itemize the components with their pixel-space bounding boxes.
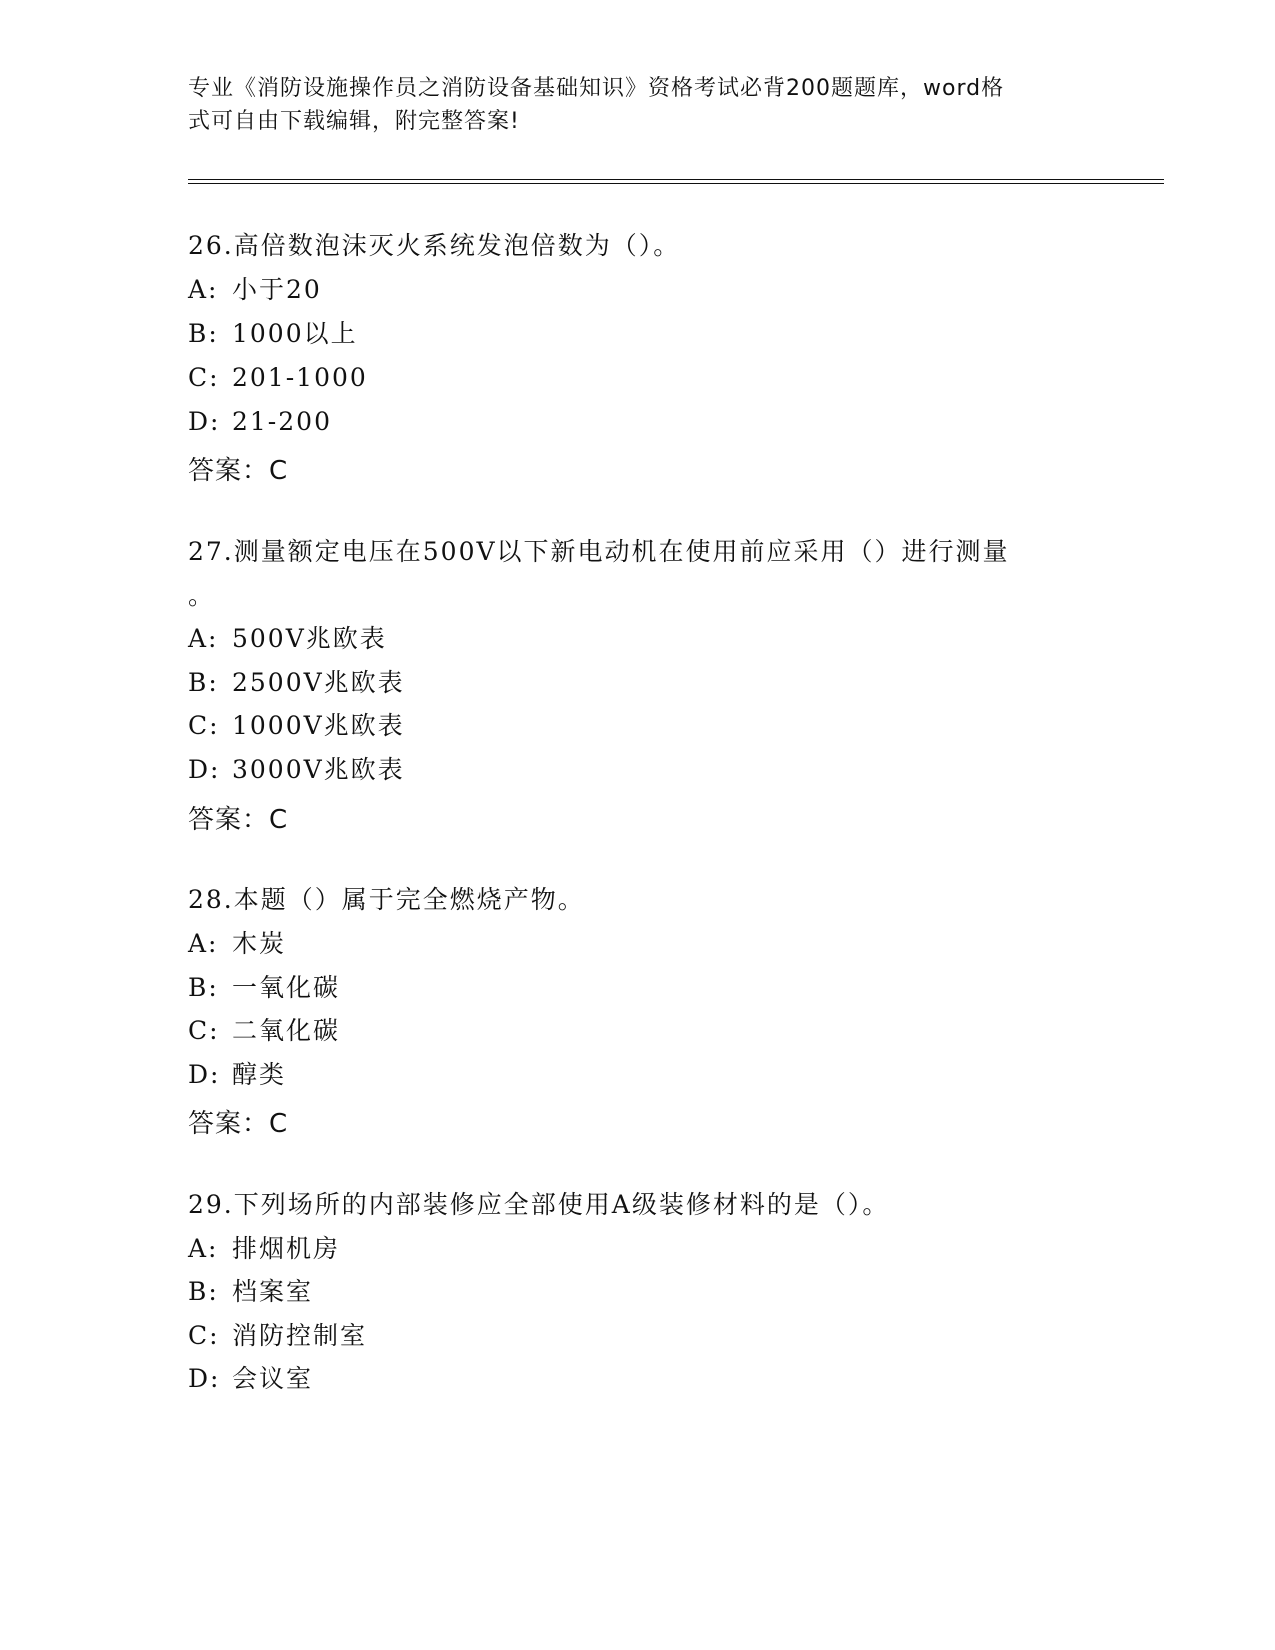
answer-line: 答案：C	[188, 456, 289, 486]
option-key: C:	[188, 363, 220, 392]
option-text: 1000V兆欧表	[232, 711, 405, 740]
option-c	[188, 365, 368, 390]
option-d	[188, 1366, 313, 1391]
option-key: C:	[188, 1321, 220, 1350]
option-key: A:	[188, 275, 219, 304]
option-key: B:	[188, 973, 219, 1002]
option-text: 一氧化碳	[232, 973, 341, 1002]
option-key: A:	[188, 1234, 219, 1263]
header-double-rule	[188, 179, 1164, 184]
option-text: 醇类	[232, 1060, 287, 1089]
option-text: 小于20	[232, 275, 322, 304]
option-text: 木炭	[232, 929, 287, 958]
option-b	[188, 670, 405, 695]
option-text: 档案室	[232, 1277, 314, 1306]
option-d	[188, 757, 405, 782]
option-text: 2500V兆欧表	[232, 668, 405, 697]
answer-line: 答案：C	[188, 1109, 289, 1139]
option-text: 会议室	[232, 1364, 314, 1393]
option-key: D:	[188, 755, 221, 784]
option-text: 3000V兆欧表	[232, 755, 405, 784]
header-line-2: 式可自由下载编辑，附完整答案!	[188, 109, 520, 134]
option-d	[188, 1062, 286, 1087]
option-c	[188, 1018, 340, 1043]
option-c	[188, 1323, 367, 1348]
option-c	[188, 713, 405, 738]
option-b	[188, 1279, 313, 1304]
option-text: 消防控制室	[232, 1321, 368, 1350]
option-d	[188, 409, 332, 434]
option-a	[188, 277, 322, 302]
question-stem: 28.本题（）属于完全燃烧产物。	[188, 885, 585, 914]
option-key: D:	[188, 1060, 221, 1089]
question-stem: 27.测量额定电压在500V以下新电动机在使用前应采用（）进行测量	[188, 537, 1010, 566]
option-a	[188, 931, 286, 956]
option-b	[188, 975, 340, 1000]
option-text: 201-1000	[232, 363, 368, 392]
option-text: 排烟机房	[232, 1234, 341, 1263]
option-text: 500V兆欧表	[232, 624, 387, 653]
option-key: D:	[188, 407, 221, 436]
option-key: A:	[188, 929, 219, 958]
option-key: C:	[188, 711, 220, 740]
option-text: 1000以上	[232, 319, 358, 348]
question-stem: 26.高倍数泡沫灭火系统发泡倍数为（）。	[188, 231, 681, 260]
option-a	[188, 1236, 340, 1261]
option-key: D:	[188, 1364, 221, 1393]
option-key: B:	[188, 1277, 219, 1306]
option-key: C:	[188, 1016, 220, 1045]
answer-line: 答案：C	[188, 805, 289, 835]
option-key: B:	[188, 319, 219, 348]
option-a	[188, 626, 387, 651]
document-header	[188, 72, 1088, 138]
header-line-1: 专业《消防设施操作员之消防设备基础知识》资格考试必背200题题库，word格	[188, 76, 1005, 101]
question-stem: 29.下列场所的内部装修应全部使用A级装修材料的是（）。	[188, 1190, 890, 1219]
option-key: A:	[188, 624, 219, 653]
option-text: 二氧化碳	[232, 1016, 341, 1045]
option-key: B:	[188, 668, 219, 697]
option-text: 21-200	[232, 407, 332, 436]
question-stem-continuation: 。	[188, 581, 216, 610]
option-b	[188, 321, 358, 346]
